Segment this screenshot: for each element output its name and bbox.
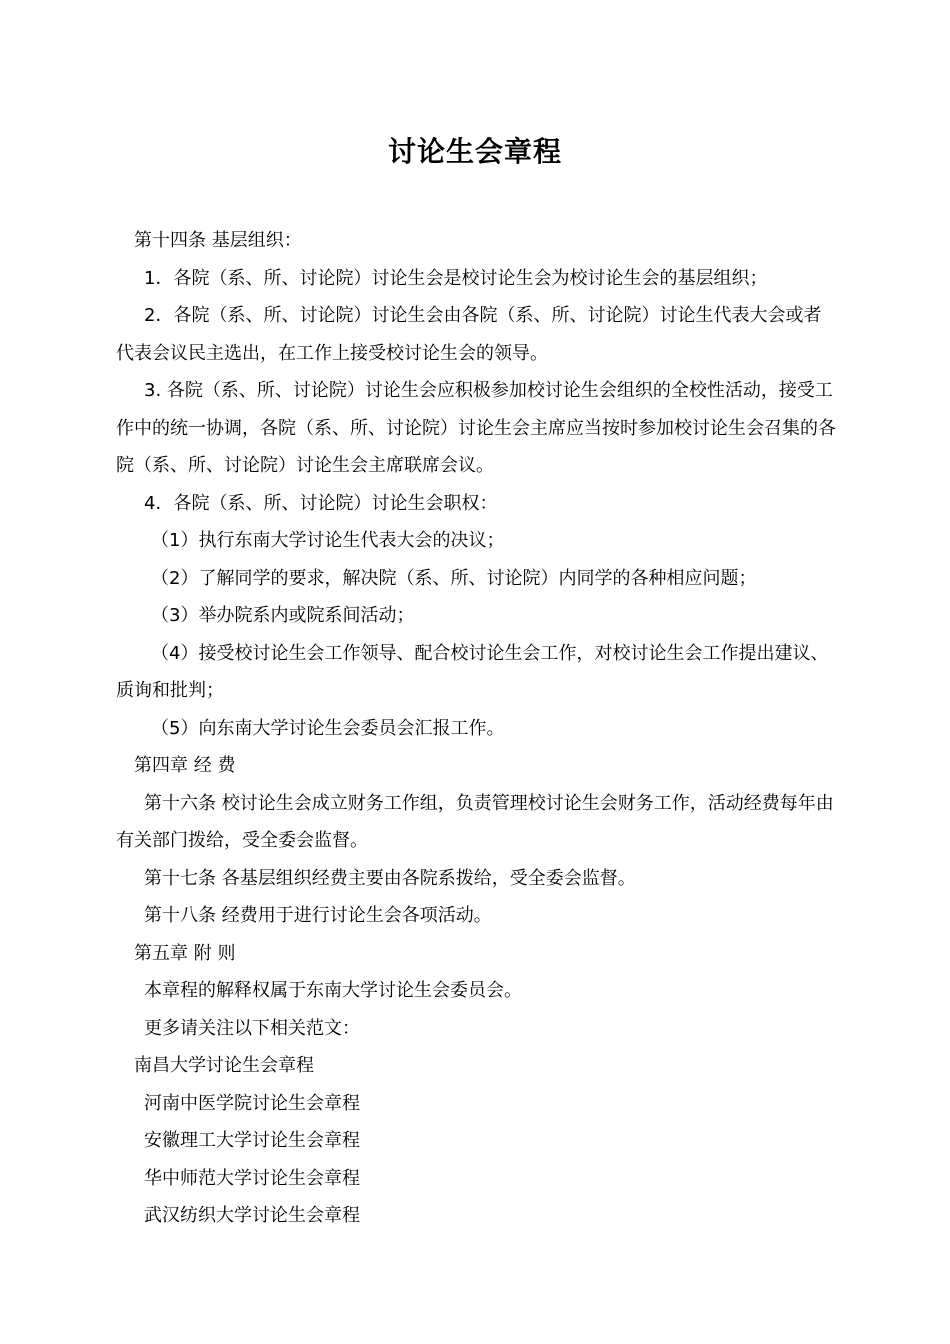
article-18: 第十八条 经费用于进行讨论生会各项活动。 [144, 905, 492, 926]
sub-item-4: （4）接受校讨论生会工作领导、配合校讨论生会工作，对校讨论生会工作提出建议、质询和批判； [116, 642, 829, 701]
paragraph-item-2: 2．各院（系、所、讨论院）讨论生会由各院（系、所、讨论院）讨论生代表大会或者代表会议民主选出，在工作上接受校讨论生会的领导。 [116, 305, 822, 364]
paragraph-item-1: 1．各院（系、所、讨论院）讨论生会是校讨论生会为校讨论生会的基层组织； [144, 267, 768, 289]
chapter-4-heading: 第四章 经 费 [134, 755, 236, 776]
related-link-4[interactable]: 华中师范大学讨论生会章程 [144, 1167, 360, 1189]
sub-item-1: （1）执行东南大学讨论生代表大会的决议； [151, 530, 505, 551]
article-14-heading: 第十四条 基层组织： [134, 230, 302, 251]
sub-item-2: （2）了解同学的要求，解决院（系、所、讨论院）内同学的各种相应问题； [151, 567, 757, 589]
related-link-5[interactable]: 武汉纺织大学讨论生会章程 [144, 1205, 360, 1226]
document-title: 讨论生会章程 [387, 135, 562, 168]
interpretation-clause: 本章程的解释权属于东南大学讨论生会委员会。 [144, 980, 522, 1001]
related-intro: 更多请关注以下相关范文： [144, 1017, 360, 1039]
chapter-5-heading: 第五章 附 则 [134, 942, 236, 964]
paragraph-item-3: 3. 各院（系、所、讨论院）讨论生会应积极参加校讨论生会组织的全校性活动，接受工作中的统一协调，各院（系、所、讨论院）讨论生会主席应当按时参加校讨论生会召集的各院（系、所、讨论院）讨论生会主席联席会议。 [116, 380, 836, 476]
document-body [116, 222, 838, 1235]
related-link-1[interactable]: 南昌大学讨论生会章程 [134, 1055, 314, 1076]
paragraph-item-4: 4．各院（系、所、讨论院）讨论生会职权： [144, 492, 498, 514]
article-17: 第十七条 各基层组织经费主要由各院系拨给，受全委会监督。 [144, 867, 636, 889]
related-link-3[interactable]: 安徽理工大学讨论生会章程 [144, 1130, 360, 1151]
sub-item-3: （3）举办院系内或院系间活动； [151, 605, 415, 626]
sub-item-5: （5）向东南大学讨论生会委员会汇报工作。 [151, 717, 505, 739]
related-link-2[interactable]: 河南中医学院讨论生会章程 [144, 1092, 360, 1114]
article-16: 第十六条 校讨论生会成立财务工作组，负责管理校讨论生会财务工作，活动经费每年由有关部门拨给，受全委会监督。 [116, 792, 834, 851]
